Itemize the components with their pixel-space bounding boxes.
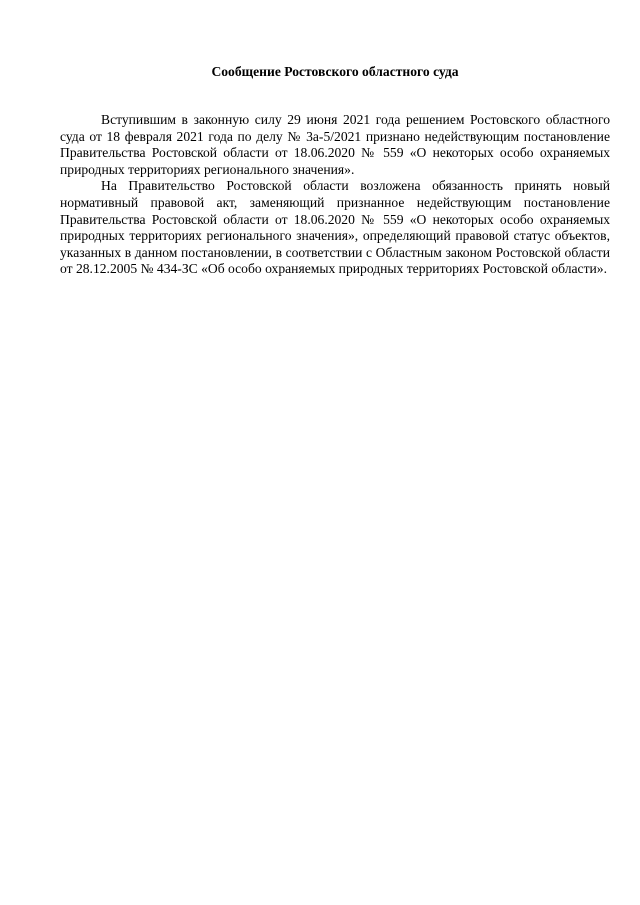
document-title: Сообщение Ростовского областного суда bbox=[211, 64, 459, 79]
paragraph-government-obligation: На Правительство Ростовской области возложена обязанность принять новый нормативный правовой акт, заменяющий признанное недействующим постановление Правительства Ростовской области от 18.06.2020 № 559 «О некоторых особо охраняемых природных территориях регионального значения», определяющий правовой статус объектов, указанных в данном постановлении, в соответствии с Областным законом Ростовской области от 28.12.2005 № 434-ЗС «Об особо охраняемых природных территориях Ростовской области». bbox=[60, 178, 610, 277]
document-body bbox=[60, 112, 610, 278]
paragraph-court-decision: Вступившим в законную силу 29 июня 2021 года решением Ростовского областного суда от 18 февраля 2021 года по делу № 3а-5/2021 признано недействующим постановление Правительства Ростовской области от 18.06.2020 № 559 «О некоторых особо охраняемых природных территориях регионального значения». bbox=[60, 112, 610, 177]
